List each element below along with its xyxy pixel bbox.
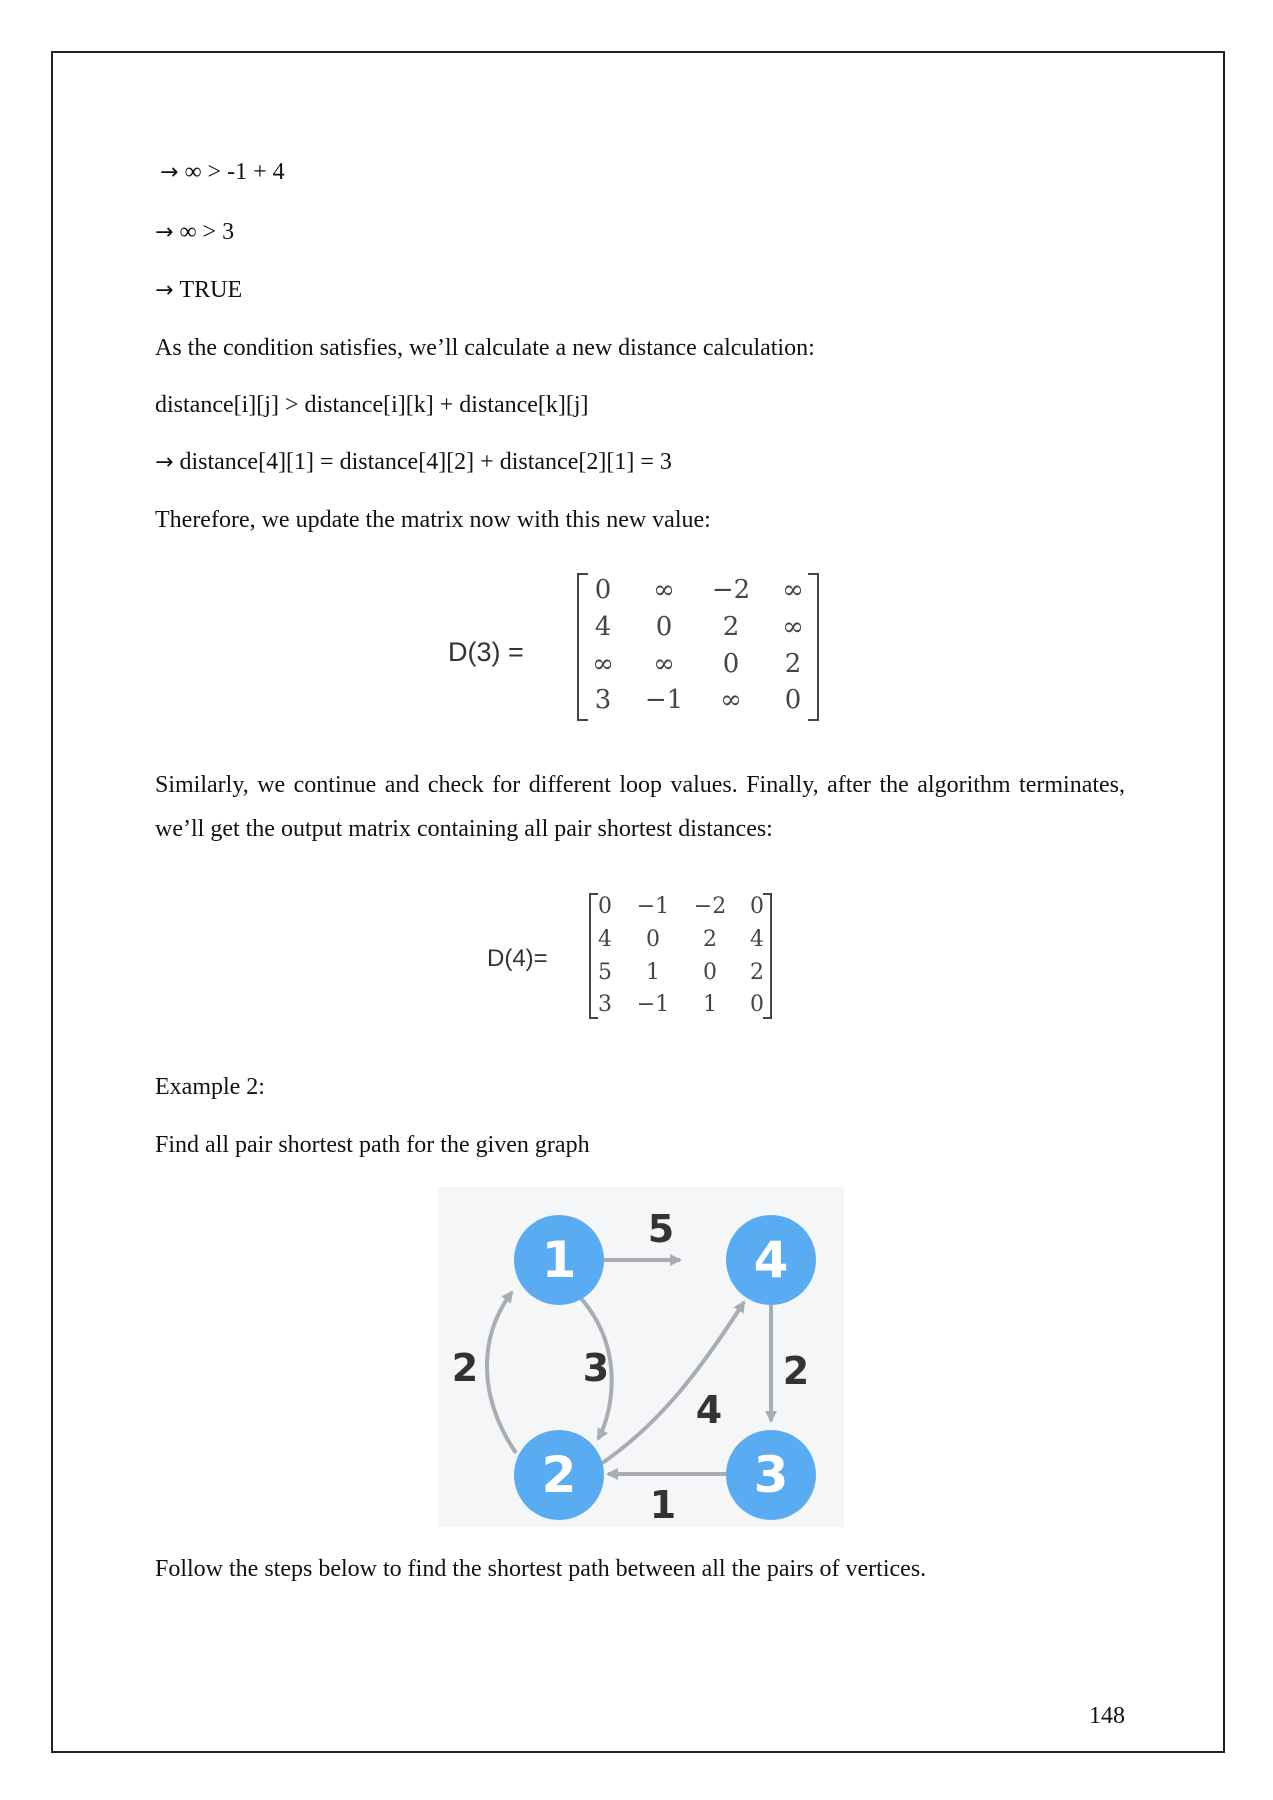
matrix-cell: ∞	[592, 649, 614, 679]
graph-node-2	[514, 1430, 604, 1520]
matrix-cell: 2	[703, 927, 717, 952]
matrix-cell: −2	[693, 894, 727, 919]
arrow-right-icon: →	[160, 160, 179, 185]
matrix-cell: ∞	[720, 685, 742, 715]
edge-2-1	[487, 1292, 516, 1453]
matrix-cell: ∞	[782, 612, 804, 642]
matrix-cell: −1	[644, 685, 684, 715]
matrix-cell: 2	[722, 612, 740, 642]
matrix-cell: 4	[598, 927, 612, 952]
graph-figure	[438, 1187, 844, 1527]
graph-svg	[438, 1187, 844, 1527]
graph-node-3	[726, 1430, 816, 1520]
matrix-cell: 0	[655, 612, 673, 642]
matrix-cell: 5	[598, 960, 612, 985]
condition-text: As the condition satisfies, we’ll calculate a new distance calculation:	[155, 335, 815, 361]
matrix-cell: 1	[646, 960, 660, 985]
follow-text: Follow the steps below to find the shortest path between all the pairs of vertices.	[155, 1556, 927, 1582]
matrix-d3-label: D(3) =	[448, 637, 524, 667]
find-text: Find all pair shortest path for the given graph	[155, 1132, 590, 1158]
graph-node-4	[726, 1215, 816, 1305]
matrix-cell: ∞	[782, 575, 804, 605]
matrix-cell: 2	[784, 649, 802, 679]
edge-weight-3-2: 1	[649, 1483, 677, 1527]
matrix-cell: ∞	[653, 649, 675, 679]
step-line-1: → ∞ > -1 + 4	[160, 159, 285, 185]
matrix-d4-label: D(4)=	[487, 945, 548, 972]
matrix-cell: 0	[646, 927, 660, 952]
matrix-cell: 2	[750, 960, 764, 985]
matrix-cell: 0	[594, 575, 612, 605]
matrix-cell: −2	[711, 575, 751, 605]
matrix-cell: 0	[598, 894, 612, 919]
edge-weight-4-3: 2	[782, 1349, 810, 1393]
edge-weight-1-2: 3	[582, 1346, 610, 1390]
edge-weight-2-1: 2	[451, 1346, 479, 1390]
matrix-d4	[589, 893, 772, 1019]
arrow-right-icon: →	[155, 220, 174, 245]
svg-text:3: 3	[753, 1446, 789, 1504]
matrix-cell: 0	[750, 992, 764, 1017]
matrix-cell: 1	[703, 992, 717, 1017]
matrix-cell: 3	[594, 685, 612, 715]
matrix-cell: 4	[750, 927, 764, 952]
example-heading: Example 2:	[155, 1074, 265, 1100]
formula-text: distance[i][j] > distance[i][k] + distance[k][j]	[155, 392, 589, 418]
page-number: 148	[1089, 1703, 1125, 1729]
matrix-cell: 3	[598, 992, 612, 1017]
step-line-3: → TRUE	[155, 277, 243, 303]
update-step: → distance[4][1] = distance[4][2] + distance[2][1] = 3	[155, 449, 672, 475]
arrow-right-icon: →	[155, 278, 174, 303]
edge-2-4	[598, 1302, 744, 1466]
paragraph-similarly: Similarly, we continue and check for different loop values. Finally, after the algorithm terminates, we’ll get the output matrix containing all pair shortest distances:	[155, 772, 1125, 842]
arrow-right-icon: →	[155, 450, 174, 475]
matrix-cell: 0	[722, 649, 740, 679]
matrix-cell: 4	[594, 612, 612, 642]
matrix-cell: ∞	[653, 575, 675, 605]
edge-weight-1-4: 5	[647, 1207, 675, 1251]
step-line-2: → ∞ > 3	[155, 219, 235, 245]
update-text: Therefore, we update the matrix now with this new value:	[155, 507, 711, 533]
matrix-cell: −1	[636, 894, 670, 919]
matrix-cell: 0	[784, 685, 802, 715]
matrix-cell: 0	[750, 894, 764, 919]
matrix-d3	[577, 573, 819, 721]
svg-text:2: 2	[541, 1446, 577, 1504]
svg-text:4: 4	[753, 1231, 789, 1289]
graph-node-1	[514, 1215, 604, 1305]
matrix-cell: 0	[703, 960, 717, 985]
svg-text:1: 1	[541, 1231, 577, 1289]
edge-weight-2-4: 4	[695, 1388, 723, 1432]
matrix-cell: −1	[636, 992, 670, 1017]
